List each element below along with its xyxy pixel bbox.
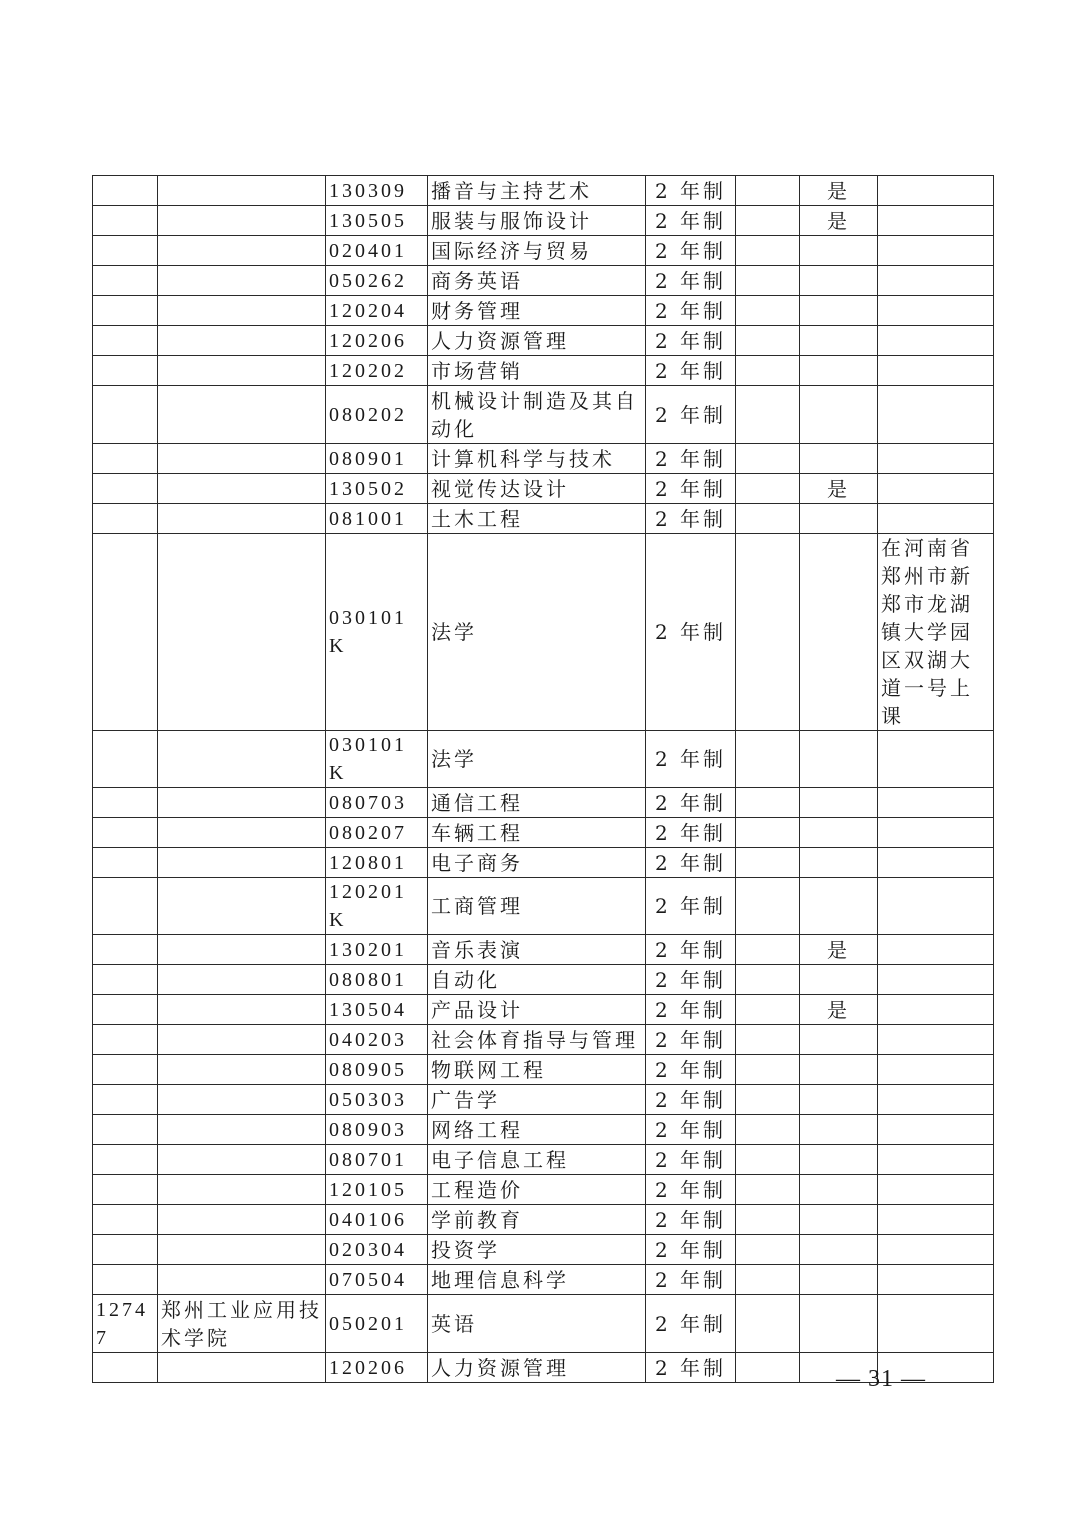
major-code-cell: 080905 — [326, 1055, 428, 1085]
empty-cell — [736, 326, 800, 356]
table-row — [93, 1055, 994, 1085]
special-flag-cell — [800, 818, 878, 848]
note-cell — [878, 935, 994, 965]
special-flag-cell: 是 — [800, 935, 878, 965]
duration-cell: 2 年制 — [646, 731, 736, 788]
duration-cell: 2 年制 — [646, 788, 736, 818]
note-cell — [878, 848, 994, 878]
note-cell — [878, 1055, 994, 1085]
institution-name-cell — [158, 878, 326, 935]
major-name-cell: 地理信息科学 — [428, 1265, 646, 1295]
empty-cell — [736, 1353, 800, 1383]
note-cell — [878, 176, 994, 206]
empty-cell — [736, 1145, 800, 1175]
empty-cell — [736, 878, 800, 935]
empty-cell — [736, 444, 800, 474]
special-flag-cell — [800, 965, 878, 995]
major-name-cell: 市场营销 — [428, 356, 646, 386]
table-row — [93, 995, 994, 1025]
table-row — [93, 1025, 994, 1055]
major-code-cell: 070504 — [326, 1265, 428, 1295]
table-row — [93, 176, 994, 206]
special-flag-cell: 是 — [800, 995, 878, 1025]
institution-name-cell — [158, 1145, 326, 1175]
institution-name-cell: 郑州工业应用技术学院 — [158, 1295, 326, 1353]
table-row — [93, 504, 994, 534]
special-flag-cell — [800, 1205, 878, 1235]
empty-cell — [736, 266, 800, 296]
institution-code-cell — [93, 878, 158, 935]
duration-cell: 2 年制 — [646, 818, 736, 848]
duration-cell: 2 年制 — [646, 296, 736, 326]
note-cell — [878, 1025, 994, 1055]
duration-cell: 2 年制 — [646, 1145, 736, 1175]
institution-code-cell — [93, 1115, 158, 1145]
table-row — [93, 1265, 994, 1295]
special-flag-cell — [800, 266, 878, 296]
institution-code-cell — [93, 356, 158, 386]
majors-table — [92, 175, 994, 1383]
major-name-cell: 社会体育指导与管理 — [428, 1025, 646, 1055]
major-name-cell: 服装与服饰设计 — [428, 206, 646, 236]
note-cell — [878, 965, 994, 995]
major-code-cell: 120105 — [326, 1175, 428, 1205]
duration-cell: 2 年制 — [646, 1235, 736, 1265]
special-flag-cell — [800, 1055, 878, 1085]
special-flag-cell — [800, 296, 878, 326]
institution-name-cell — [158, 1205, 326, 1235]
duration-cell: 2 年制 — [646, 995, 736, 1025]
table-row — [93, 935, 994, 965]
institution-name-cell — [158, 1025, 326, 1055]
duration-cell: 2 年制 — [646, 878, 736, 935]
note-cell — [878, 356, 994, 386]
major-name-cell: 法学 — [428, 731, 646, 788]
major-name-cell: 音乐表演 — [428, 935, 646, 965]
table-row — [93, 444, 994, 474]
duration-cell: 2 年制 — [646, 326, 736, 356]
institution-name-cell — [158, 296, 326, 326]
table-row — [93, 1085, 994, 1115]
empty-cell — [736, 731, 800, 788]
note-cell — [878, 236, 994, 266]
institution-name-cell — [158, 1175, 326, 1205]
special-flag-cell — [800, 1235, 878, 1265]
empty-cell — [736, 818, 800, 848]
institution-name-cell — [158, 995, 326, 1025]
major-code-cell: 030101K — [326, 731, 428, 788]
note-cell — [878, 1115, 994, 1145]
institution-name-cell — [158, 731, 326, 788]
table-row — [93, 878, 994, 935]
duration-cell: 2 年制 — [646, 266, 736, 296]
duration-cell: 2 年制 — [646, 1115, 736, 1145]
table-row — [93, 474, 994, 504]
special-flag-cell — [800, 878, 878, 935]
note-cell — [878, 266, 994, 296]
institution-code-cell — [93, 1145, 158, 1175]
note-cell — [878, 206, 994, 236]
institution-name-cell — [158, 1085, 326, 1115]
institution-name-cell — [158, 176, 326, 206]
empty-cell — [736, 1235, 800, 1265]
special-flag-cell — [800, 1295, 878, 1353]
duration-cell: 2 年制 — [646, 1295, 736, 1353]
duration-cell: 2 年制 — [646, 356, 736, 386]
duration-cell: 2 年制 — [646, 965, 736, 995]
major-code-cell: 080701 — [326, 1145, 428, 1175]
table-row — [93, 1115, 994, 1145]
table-row — [93, 848, 994, 878]
institution-code-cell — [93, 965, 158, 995]
note-cell — [878, 788, 994, 818]
empty-cell — [736, 1175, 800, 1205]
major-name-cell: 人力资源管理 — [428, 326, 646, 356]
special-flag-cell — [800, 504, 878, 534]
major-name-cell: 产品设计 — [428, 995, 646, 1025]
note-cell — [878, 1145, 994, 1175]
institution-code-cell — [93, 474, 158, 504]
major-name-cell: 网络工程 — [428, 1115, 646, 1145]
institution-name-cell — [158, 1055, 326, 1085]
empty-cell — [736, 504, 800, 534]
note-cell: 在河南省郑州市新郑市龙湖镇大学园区双湖大道一号上课 — [878, 534, 994, 731]
major-name-cell: 财务管理 — [428, 296, 646, 326]
major-code-cell: 050262 — [326, 266, 428, 296]
major-code-cell: 081001 — [326, 504, 428, 534]
duration-cell: 2 年制 — [646, 1055, 736, 1085]
table-row — [93, 534, 994, 731]
table-row — [93, 236, 994, 266]
special-flag-cell — [800, 326, 878, 356]
institution-name-cell — [158, 206, 326, 236]
duration-cell: 2 年制 — [646, 474, 736, 504]
note-cell — [878, 1265, 994, 1295]
major-code-cell: 130504 — [326, 995, 428, 1025]
institution-code-cell — [93, 1085, 158, 1115]
special-flag-cell — [800, 1025, 878, 1055]
institution-code-cell — [93, 1265, 158, 1295]
institution-code-cell — [93, 236, 158, 266]
empty-cell — [736, 1265, 800, 1295]
major-code-cell: 030101K — [326, 534, 428, 731]
institution-code-cell — [93, 266, 158, 296]
institution-name-cell — [158, 236, 326, 266]
table-row — [93, 788, 994, 818]
major-name-cell: 车辆工程 — [428, 818, 646, 848]
empty-cell — [736, 848, 800, 878]
note-cell — [878, 995, 994, 1025]
note-cell — [878, 1175, 994, 1205]
institution-name-cell — [158, 444, 326, 474]
major-name-cell: 投资学 — [428, 1235, 646, 1265]
duration-cell: 2 年制 — [646, 1265, 736, 1295]
table-row — [93, 731, 994, 788]
institution-code-cell — [93, 1353, 158, 1383]
empty-cell — [736, 995, 800, 1025]
institution-code-cell — [93, 1175, 158, 1205]
table-row — [93, 296, 994, 326]
empty-cell — [736, 1085, 800, 1115]
table-row — [93, 818, 994, 848]
duration-cell: 2 年制 — [646, 206, 736, 236]
major-name-cell: 工程造价 — [428, 1175, 646, 1205]
duration-cell: 2 年制 — [646, 1175, 736, 1205]
major-name-cell: 广告学 — [428, 1085, 646, 1115]
table-row — [93, 1175, 994, 1205]
institution-name-cell — [158, 965, 326, 995]
institution-code-cell — [93, 296, 158, 326]
institution-name-cell — [158, 848, 326, 878]
major-name-cell: 自动化 — [428, 965, 646, 995]
major-name-cell: 学前教育 — [428, 1205, 646, 1235]
special-flag-cell — [800, 236, 878, 266]
special-flag-cell — [800, 1265, 878, 1295]
special-flag-cell: 是 — [800, 474, 878, 504]
empty-cell — [736, 935, 800, 965]
duration-cell: 2 年制 — [646, 935, 736, 965]
major-code-cell: 130309 — [326, 176, 428, 206]
major-code-cell: 080901 — [326, 444, 428, 474]
institution-name-cell — [158, 1115, 326, 1145]
note-cell — [878, 386, 994, 444]
institution-code-cell — [93, 1025, 158, 1055]
major-code-cell: 080202 — [326, 386, 428, 444]
major-code-cell: 040203 — [326, 1025, 428, 1055]
table-row — [93, 1205, 994, 1235]
institution-name-cell — [158, 504, 326, 534]
major-code-cell: 130502 — [326, 474, 428, 504]
table-body — [93, 176, 994, 1383]
major-name-cell: 英语 — [428, 1295, 646, 1353]
special-flag-cell — [800, 1115, 878, 1145]
duration-cell: 2 年制 — [646, 444, 736, 474]
table-row — [93, 1145, 994, 1175]
major-name-cell: 播音与主持艺术 — [428, 176, 646, 206]
empty-cell — [736, 386, 800, 444]
institution-name-cell — [158, 326, 326, 356]
duration-cell: 2 年制 — [646, 236, 736, 266]
duration-cell: 2 年制 — [646, 1353, 736, 1383]
note-cell — [878, 731, 994, 788]
empty-cell — [736, 1295, 800, 1353]
special-flag-cell — [800, 444, 878, 474]
institution-code-cell: 12747 — [93, 1295, 158, 1353]
major-name-cell: 物联网工程 — [428, 1055, 646, 1085]
major-name-cell: 机械设计制造及其自动化 — [428, 386, 646, 444]
empty-cell — [736, 788, 800, 818]
table-row — [93, 965, 994, 995]
institution-code-cell — [93, 818, 158, 848]
note-cell — [878, 818, 994, 848]
major-name-cell: 视觉传达设计 — [428, 474, 646, 504]
duration-cell: 2 年制 — [646, 1085, 736, 1115]
institution-name-cell — [158, 935, 326, 965]
table-row — [93, 326, 994, 356]
institution-code-cell — [93, 444, 158, 474]
major-code-cell: 080801 — [326, 965, 428, 995]
table-row — [93, 206, 994, 236]
note-cell — [878, 296, 994, 326]
note-cell — [878, 444, 994, 474]
note-cell — [878, 878, 994, 935]
major-code-cell: 080207 — [326, 818, 428, 848]
table-row — [93, 1235, 994, 1265]
institution-code-cell — [93, 176, 158, 206]
institution-code-cell — [93, 206, 158, 236]
major-code-cell: 130201 — [326, 935, 428, 965]
page-number: — 31 — — [836, 1366, 926, 1392]
institution-code-cell — [93, 1205, 158, 1235]
special-flag-cell — [800, 1085, 878, 1115]
duration-cell: 2 年制 — [646, 534, 736, 731]
institution-code-cell — [93, 848, 158, 878]
institution-code-cell — [93, 504, 158, 534]
empty-cell — [736, 474, 800, 504]
major-code-cell: 050201 — [326, 1295, 428, 1353]
major-name-cell: 人力资源管理 — [428, 1353, 646, 1383]
duration-cell: 2 年制 — [646, 848, 736, 878]
empty-cell — [736, 206, 800, 236]
major-code-cell: 120201K — [326, 878, 428, 935]
empty-cell — [736, 1115, 800, 1145]
institution-name-cell — [158, 266, 326, 296]
major-code-cell: 040106 — [326, 1205, 428, 1235]
institution-name-cell — [158, 474, 326, 504]
major-code-cell: 120202 — [326, 356, 428, 386]
institution-name-cell — [158, 386, 326, 444]
major-code-cell: 120206 — [326, 1353, 428, 1383]
note-cell — [878, 474, 994, 504]
table-row — [93, 386, 994, 444]
institution-name-cell — [158, 356, 326, 386]
special-flag-cell: 是 — [800, 176, 878, 206]
institution-name-cell — [158, 534, 326, 731]
major-name-cell: 计算机科学与技术 — [428, 444, 646, 474]
institution-code-cell — [93, 1055, 158, 1085]
institution-name-cell — [158, 788, 326, 818]
major-name-cell: 电子信息工程 — [428, 1145, 646, 1175]
major-code-cell: 120801 — [326, 848, 428, 878]
empty-cell — [736, 1205, 800, 1235]
major-name-cell: 通信工程 — [428, 788, 646, 818]
institution-code-cell — [93, 788, 158, 818]
major-name-cell: 工商管理 — [428, 878, 646, 935]
note-cell — [878, 326, 994, 356]
special-flag-cell — [800, 356, 878, 386]
institution-name-cell — [158, 1265, 326, 1295]
major-name-cell: 电子商务 — [428, 848, 646, 878]
duration-cell: 2 年制 — [646, 1205, 736, 1235]
institution-code-cell — [93, 386, 158, 444]
empty-cell — [736, 176, 800, 206]
empty-cell — [736, 534, 800, 731]
duration-cell: 2 年制 — [646, 176, 736, 206]
special-flag-cell: 是 — [800, 206, 878, 236]
special-flag-cell — [800, 788, 878, 818]
major-code-cell: 080703 — [326, 788, 428, 818]
duration-cell: 2 年制 — [646, 504, 736, 534]
institution-code-cell — [93, 731, 158, 788]
special-flag-cell — [800, 534, 878, 731]
empty-cell — [736, 356, 800, 386]
duration-cell: 2 年制 — [646, 386, 736, 444]
institution-name-cell — [158, 1235, 326, 1265]
table-row — [93, 266, 994, 296]
major-code-cell: 020304 — [326, 1235, 428, 1265]
institution-code-cell — [93, 995, 158, 1025]
table-row — [93, 1295, 994, 1353]
special-flag-cell — [800, 848, 878, 878]
institution-name-cell — [158, 1353, 326, 1383]
major-code-cell: 050303 — [326, 1085, 428, 1115]
institution-name-cell — [158, 818, 326, 848]
major-code-cell: 020401 — [326, 236, 428, 266]
major-name-cell: 土木工程 — [428, 504, 646, 534]
duration-cell: 2 年制 — [646, 1025, 736, 1055]
special-flag-cell — [800, 1145, 878, 1175]
note-cell — [878, 504, 994, 534]
special-flag-cell — [800, 731, 878, 788]
major-code-cell: 120206 — [326, 326, 428, 356]
institution-code-cell — [93, 326, 158, 356]
empty-cell — [736, 236, 800, 266]
institution-code-cell — [93, 534, 158, 731]
empty-cell — [736, 1025, 800, 1055]
note-cell — [878, 1235, 994, 1265]
special-flag-cell — [800, 1175, 878, 1205]
major-code-cell: 130505 — [326, 206, 428, 236]
major-code-cell: 120204 — [326, 296, 428, 326]
major-name-cell: 商务英语 — [428, 266, 646, 296]
major-name-cell: 法学 — [428, 534, 646, 731]
major-name-cell: 国际经济与贸易 — [428, 236, 646, 266]
empty-cell — [736, 1055, 800, 1085]
institution-code-cell — [93, 935, 158, 965]
special-flag-cell — [800, 386, 878, 444]
table-row — [93, 356, 994, 386]
major-code-cell: 080903 — [326, 1115, 428, 1145]
institution-code-cell — [93, 1235, 158, 1265]
note-cell — [878, 1085, 994, 1115]
empty-cell — [736, 965, 800, 995]
note-cell — [878, 1205, 994, 1235]
empty-cell — [736, 296, 800, 326]
note-cell — [878, 1295, 994, 1353]
